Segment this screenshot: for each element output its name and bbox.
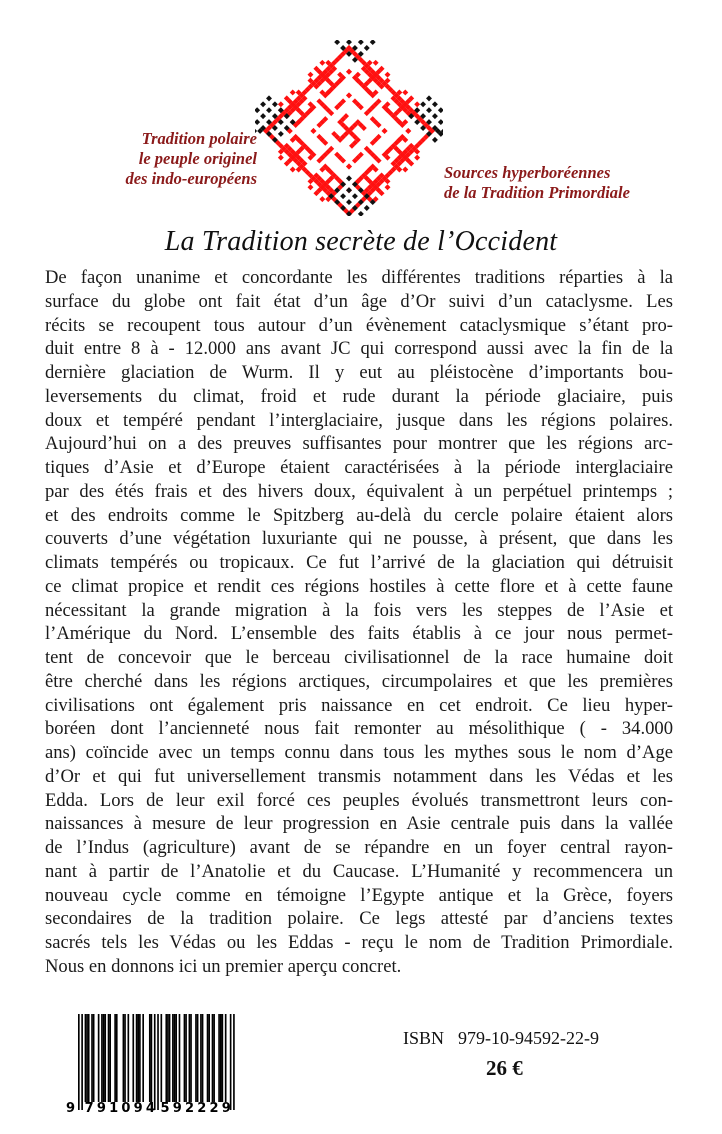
ornament-star-cell (308, 184, 314, 190)
blurb-line: duit entre 8 à - 12.000 ans avant JC qui correspond aussi avec la fin de la (45, 338, 673, 360)
barcode-bar (104, 1014, 106, 1102)
barcode-bar (151, 1014, 153, 1102)
blurb-line: par des étés frais et des hivers doux, équivalent à un perpétuel printemps ; (45, 480, 673, 502)
ornament-hatch-cell (352, 193, 358, 199)
barcode-bar (185, 1014, 187, 1102)
ornament-hatch-cell (426, 95, 432, 101)
barcode-bar (189, 1014, 191, 1102)
barcode-bar (161, 1014, 163, 1102)
barcode-digits: 9 (66, 1101, 79, 1116)
blurb-line: leversements du climat, froid et rude durant la période glaciaire, puis (45, 385, 673, 407)
ornament-hatch-cell (420, 101, 426, 107)
barcode-bar (108, 1014, 110, 1102)
barcode-bar (124, 1014, 126, 1102)
barcode-bar (167, 1014, 169, 1102)
book-title: La Tradition secrète de l’Occident (164, 226, 558, 257)
isbn-label: ISBN (403, 1028, 445, 1048)
barcode-bar (222, 1014, 224, 1102)
barcode-bar (109, 1014, 111, 1102)
ornament-maze-cell (382, 128, 388, 134)
blurb-line: couverts d’une végétation luxuriante qui ne pousse, à présent, que dans les (45, 528, 673, 550)
blurb-line: naissances à mesure de leur progression en Asie centrale puis dans la vallée (45, 813, 673, 835)
barcode-bar (114, 1014, 116, 1102)
ornament-maze-cell (346, 69, 352, 75)
ornament-hatch-cell (346, 199, 352, 205)
ornament-hatch-cell (346, 175, 352, 181)
blurb-line: Aujourd’hui on a des preuves suffisantes pour montrer que les régions arc- (45, 433, 673, 455)
ornament-hatch-cell (438, 119, 443, 125)
blurb-line: récits se recoupent tous autour d’un évènement cataclysmique s’étant pro- (45, 314, 673, 336)
barcode-digits: 592229 (160, 1101, 234, 1116)
barcode-bar (200, 1014, 202, 1102)
blurb-line: ans) coïncide avec un temps connu dans tous les mythes sous le nom d’Age (45, 742, 673, 763)
barcode-bar (225, 1014, 227, 1102)
barcode-bar (132, 1014, 134, 1102)
blurb-line: ce climat propice et rendit ces régions hostiles à cette flore et à cette faune (45, 575, 673, 597)
blurb-line: civilisations ont également pris naissance en cet endroit. Ce lieu hyper- (45, 694, 673, 716)
ornament-star-cell (414, 101, 420, 107)
barcode-bar (165, 1014, 167, 1102)
caption-right-line: de la Tradition Primordiale (444, 183, 630, 202)
ornament-maze-cell (310, 128, 316, 134)
ornament-hatch-cell (334, 40, 340, 45)
barcode-bar (91, 1014, 93, 1102)
blurb-line: doux et tempéré pendant l’interglaciaire, jusque dans les régions polaires. (45, 409, 673, 431)
isbn-value: 979-10-94592-22-9 (458, 1028, 599, 1048)
ornament-hatch-cell (432, 101, 438, 107)
barcode-bar (128, 1014, 130, 1102)
slavic-embroidery-ornament-icon (255, 40, 443, 216)
ornament-hatch-cell (438, 107, 443, 113)
ornament-hatch-cell (358, 40, 364, 45)
barcode-bar (220, 1014, 222, 1102)
barcode-bar (169, 1014, 171, 1102)
barcode-bar (212, 1014, 214, 1102)
barcode-bar (218, 1014, 220, 1102)
ornament-maze-cell (346, 92, 352, 98)
ornament-star-cell (402, 167, 408, 173)
blurb-line: secondaires de la tradition polaire. Ce legs attesté par d’anciens textes (45, 908, 673, 930)
blurb-line: tent de concevoir que le berceau civilisationnel de la race humaine doit (45, 647, 673, 668)
blurb-line: et des endroits comme le Spitzberg au-delà du cercle polaire étaient alors (45, 504, 673, 526)
back-cover-blurb (45, 266, 673, 979)
barcode-bar (184, 1014, 186, 1102)
ornament-star-cell (308, 72, 314, 78)
barcode-bar (142, 1014, 144, 1102)
ornament-star-cell (385, 184, 391, 190)
barcode-bar (230, 1014, 232, 1110)
blurb-line: de l’Indus (agriculture) avant de se répandre en un foyer central rayon- (45, 837, 673, 858)
barcode-bar (98, 1014, 100, 1102)
barcode-bar (213, 1014, 215, 1102)
barcode-bar (93, 1014, 95, 1102)
barcode-bar (85, 1014, 87, 1102)
barcode-bar (179, 1014, 181, 1102)
blurb-line: être cherché dans les régions arctiques, circumpolaires et que les premières (45, 670, 673, 692)
ornament-hatch-cell (358, 211, 364, 216)
caption-left-line: le peuple originel (138, 149, 257, 168)
blurb-line: boréen dont l’ancienneté nous fait remonter au mésolithique ( - 34.000 (45, 718, 673, 740)
ornament-star-cell (319, 196, 325, 202)
blurb-line: Nous en donnons ici un premier aperçu concret. (45, 955, 402, 977)
ornament-star-cell (319, 60, 325, 66)
ornament-hatch-cell (346, 40, 352, 45)
blurb-line: De façon unanime et concordante les différentes traditions réparties à la (45, 267, 673, 288)
barcode-bar (207, 1014, 209, 1102)
blurb-line: sacrés tels les Védas ou les Eddas - reçu le nom de Tradition Primordiale. (45, 932, 673, 953)
barcode-bar (137, 1014, 139, 1102)
barcode-bar (103, 1014, 105, 1102)
barcode-bar (202, 1014, 204, 1102)
ornament-hatch-cell (364, 205, 370, 211)
blurb-line: d’Or et qui fut universellement transmis notamment dans les Védas et les (45, 765, 673, 787)
ornament-star-cell (385, 72, 391, 78)
barcode-bar (116, 1014, 118, 1102)
ornament-star-cell (414, 155, 420, 161)
barcode-bar (149, 1014, 151, 1102)
blurb-line: dernière glaciation de Wurm. Il y eut au pléistocène d’importants bou- (45, 362, 673, 383)
ornament-hatch-cell (260, 113, 266, 119)
barcode-bar (86, 1014, 88, 1102)
barcode-bar (175, 1014, 177, 1102)
ornament-star-cell (402, 89, 408, 95)
barcode-bar (172, 1014, 174, 1102)
barcode-bar (81, 1014, 83, 1110)
barcode-bar (123, 1014, 125, 1102)
blurb-line: nécessitant la grande migration à la fois vers les steppes de l’Asie et (45, 599, 673, 621)
blurb-line: climats tempérés ou tropicaux. Ce fut l’arrivé de la glaciation qui détruisit (45, 552, 673, 573)
barcode-bar (101, 1014, 103, 1102)
barcode-bar (174, 1014, 176, 1102)
barcode-bar (197, 1014, 199, 1102)
ornament-hatch-cell (432, 137, 438, 143)
barcode-digits: 791094 (84, 1101, 159, 1116)
ornament-maze-cell (405, 128, 411, 134)
barcode-bar (78, 1014, 80, 1110)
ornament-hatch-cell (426, 107, 432, 113)
ornament-hatch-cell (266, 95, 272, 101)
ornament-maze-cell (346, 164, 352, 170)
ornament-hatch-cell (266, 107, 272, 113)
barcode-bar (190, 1014, 192, 1102)
ornament-hatch-cell (255, 107, 260, 113)
ornament-hatch-cell (255, 119, 260, 125)
ornament-hatch-cell (278, 131, 284, 137)
barcode-bar (208, 1014, 210, 1102)
blurb-line: surface du globe ont fait état d’un âge d’Or suivi d’un cataclysme. Les (45, 290, 673, 312)
blurb-line: tiques d’Asie et d’Europe étaient caractérisées à la période interglaciaire (45, 457, 673, 478)
ornament-hatch-cell (340, 193, 346, 199)
barcode-bar (88, 1014, 90, 1102)
blurb-line: nouveau cycle comme en témoigne l’Egypte antique et la Grèce, foyers (45, 884, 673, 906)
caption-right-line: Sources hyperboréennes (444, 163, 611, 182)
barcode-bar (139, 1014, 141, 1102)
barcode-bar (157, 1014, 159, 1110)
ornament-hatch-cell (432, 113, 438, 119)
blurb-line: Edda. Lors de leur exil forcé ces peuples évolués transmettront leurs con- (45, 789, 673, 811)
ornament-star-cell (290, 89, 296, 95)
barcode-bar (233, 1014, 235, 1110)
ornament-star-cell (278, 155, 284, 161)
caption-left-line: Tradition polaire (141, 129, 257, 148)
price: 26 € (486, 1056, 523, 1080)
ornament-hatch-cell (346, 187, 352, 193)
ornament-hatch-cell (364, 45, 370, 51)
ornament-hatch-cell (370, 40, 376, 45)
ornament-star-cell (278, 101, 284, 107)
blurb-line: nant à partir de l’Anatolie et du Caucase. L’Humanité y recommencera un (45, 860, 673, 882)
isbn (403, 1028, 599, 1049)
caption-left-line: des indo-européens (125, 169, 257, 188)
ornament-hatch-cell (260, 101, 266, 107)
barcode-bar (195, 1014, 197, 1102)
ornament-star-cell (290, 167, 296, 173)
ornament-hatch-cell (272, 101, 278, 107)
caption-left (92, 129, 257, 189)
barcode-bar (154, 1014, 156, 1110)
blurb-line: l’Amérique du Nord. L’ensemble des faits établis à ce jour nous permet- (45, 623, 673, 645)
ean13-barcode-icon (62, 1008, 252, 1116)
ornament-star-cell (373, 60, 379, 66)
caption-right (444, 163, 694, 203)
barcode-bar (136, 1014, 138, 1102)
